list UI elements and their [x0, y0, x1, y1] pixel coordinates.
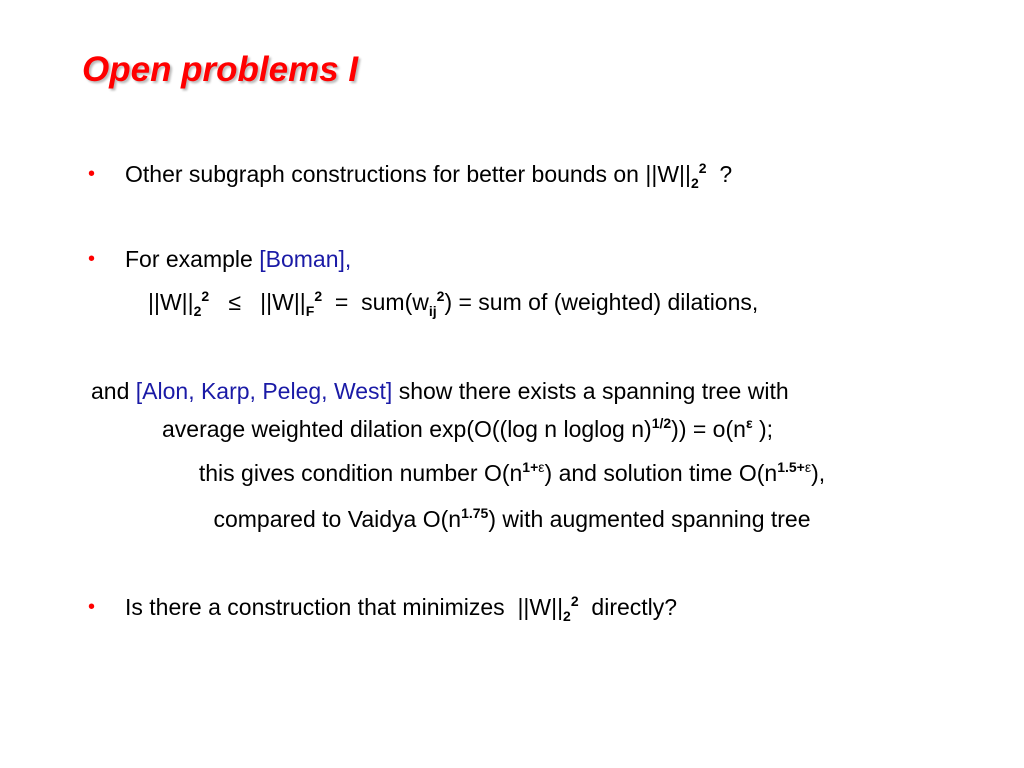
- bullet-1-text: [125, 160, 733, 191]
- para-l2-sup-eps: ε: [745, 415, 753, 431]
- ineq-norm-f-sup: 2: [314, 288, 323, 304]
- para-l2-pre: average weighted dilation exp(O((log n loglog n): [162, 416, 652, 442]
- ineq-norm-2: ||W||: [148, 289, 194, 315]
- ineq-sum: = sum(w: [322, 289, 429, 315]
- para-l4-pre: compared to Vaidya O(n: [213, 506, 462, 532]
- para-l4-post: ) with augmented spanning tree: [488, 506, 811, 532]
- bullet-3-text: [125, 593, 678, 624]
- bullet-1-sup: 2: [698, 160, 707, 176]
- citation-boman: [Boman],: [259, 246, 352, 272]
- ineq-norm-2-sub: 2: [193, 303, 202, 319]
- para-l4-sup: 1.75: [461, 505, 489, 521]
- para-l3-sup-2-a: 1.5+: [777, 459, 805, 475]
- para-l2-mid: )) = o(n: [671, 416, 746, 442]
- para-l3-sup-2-eps: ε: [804, 459, 812, 475]
- para-l3-post: ),: [811, 460, 826, 486]
- para-line-4: [0, 505, 1024, 533]
- bullet-3-tail: directly?: [578, 594, 678, 620]
- para-line-2: [162, 415, 773, 443]
- bullet-1-tail: ?: [706, 161, 733, 187]
- ineq-sum-sup: 2: [436, 288, 445, 304]
- bullet-2-text: [125, 245, 351, 273]
- ineq-relation: ≤ ||W||: [209, 289, 306, 315]
- para-l3-sup-2: [777, 459, 811, 475]
- bullet-3-sub: 2: [563, 608, 571, 624]
- ineq-norm-f-sub: F: [305, 303, 315, 319]
- para-l3-sup-1-a: 1+: [522, 459, 539, 475]
- ineq-sum-sub: ij: [428, 303, 437, 319]
- para-l3-sup-1-eps: ε: [538, 459, 545, 475]
- inequality-line: [148, 288, 759, 319]
- citation-alon-karp-peleg-west: [Alon, Karp, Peleg, West]: [135, 378, 393, 404]
- para-l3-mid: ) and solution time O(n: [544, 460, 778, 486]
- bullet-1-sub: 2: [690, 175, 699, 191]
- para-line-1: [91, 377, 789, 405]
- para-l2-sup: 1/2: [651, 415, 672, 431]
- para-l3-sup-1: [522, 459, 544, 475]
- ineq-norm-2-sup: 2: [201, 288, 210, 304]
- bullet-1-marker: •: [88, 163, 96, 185]
- slide-title: Open problems I: [82, 50, 359, 89]
- para-l2-post: );: [752, 416, 774, 442]
- ineq-tail: ) = sum of (weighted) dilations,: [444, 289, 759, 315]
- bullet-2-marker: •: [88, 248, 96, 270]
- para-l1-post: show there exists a spanning tree with: [392, 378, 789, 404]
- bullet-3-marker: •: [88, 596, 96, 618]
- para-l1-pre: and: [91, 378, 136, 404]
- para-l3-pre: this gives condition number O(n: [198, 460, 523, 486]
- bullet-1-main: Other subgraph constructions for better bounds on ||W||: [125, 161, 691, 187]
- para-line-3: [0, 459, 1024, 487]
- bullet-3-sup: 2: [570, 593, 579, 609]
- bullet-2-main: For example: [125, 246, 260, 272]
- bullet-3-main: Is there a construction that minimizes ||W||: [125, 594, 564, 620]
